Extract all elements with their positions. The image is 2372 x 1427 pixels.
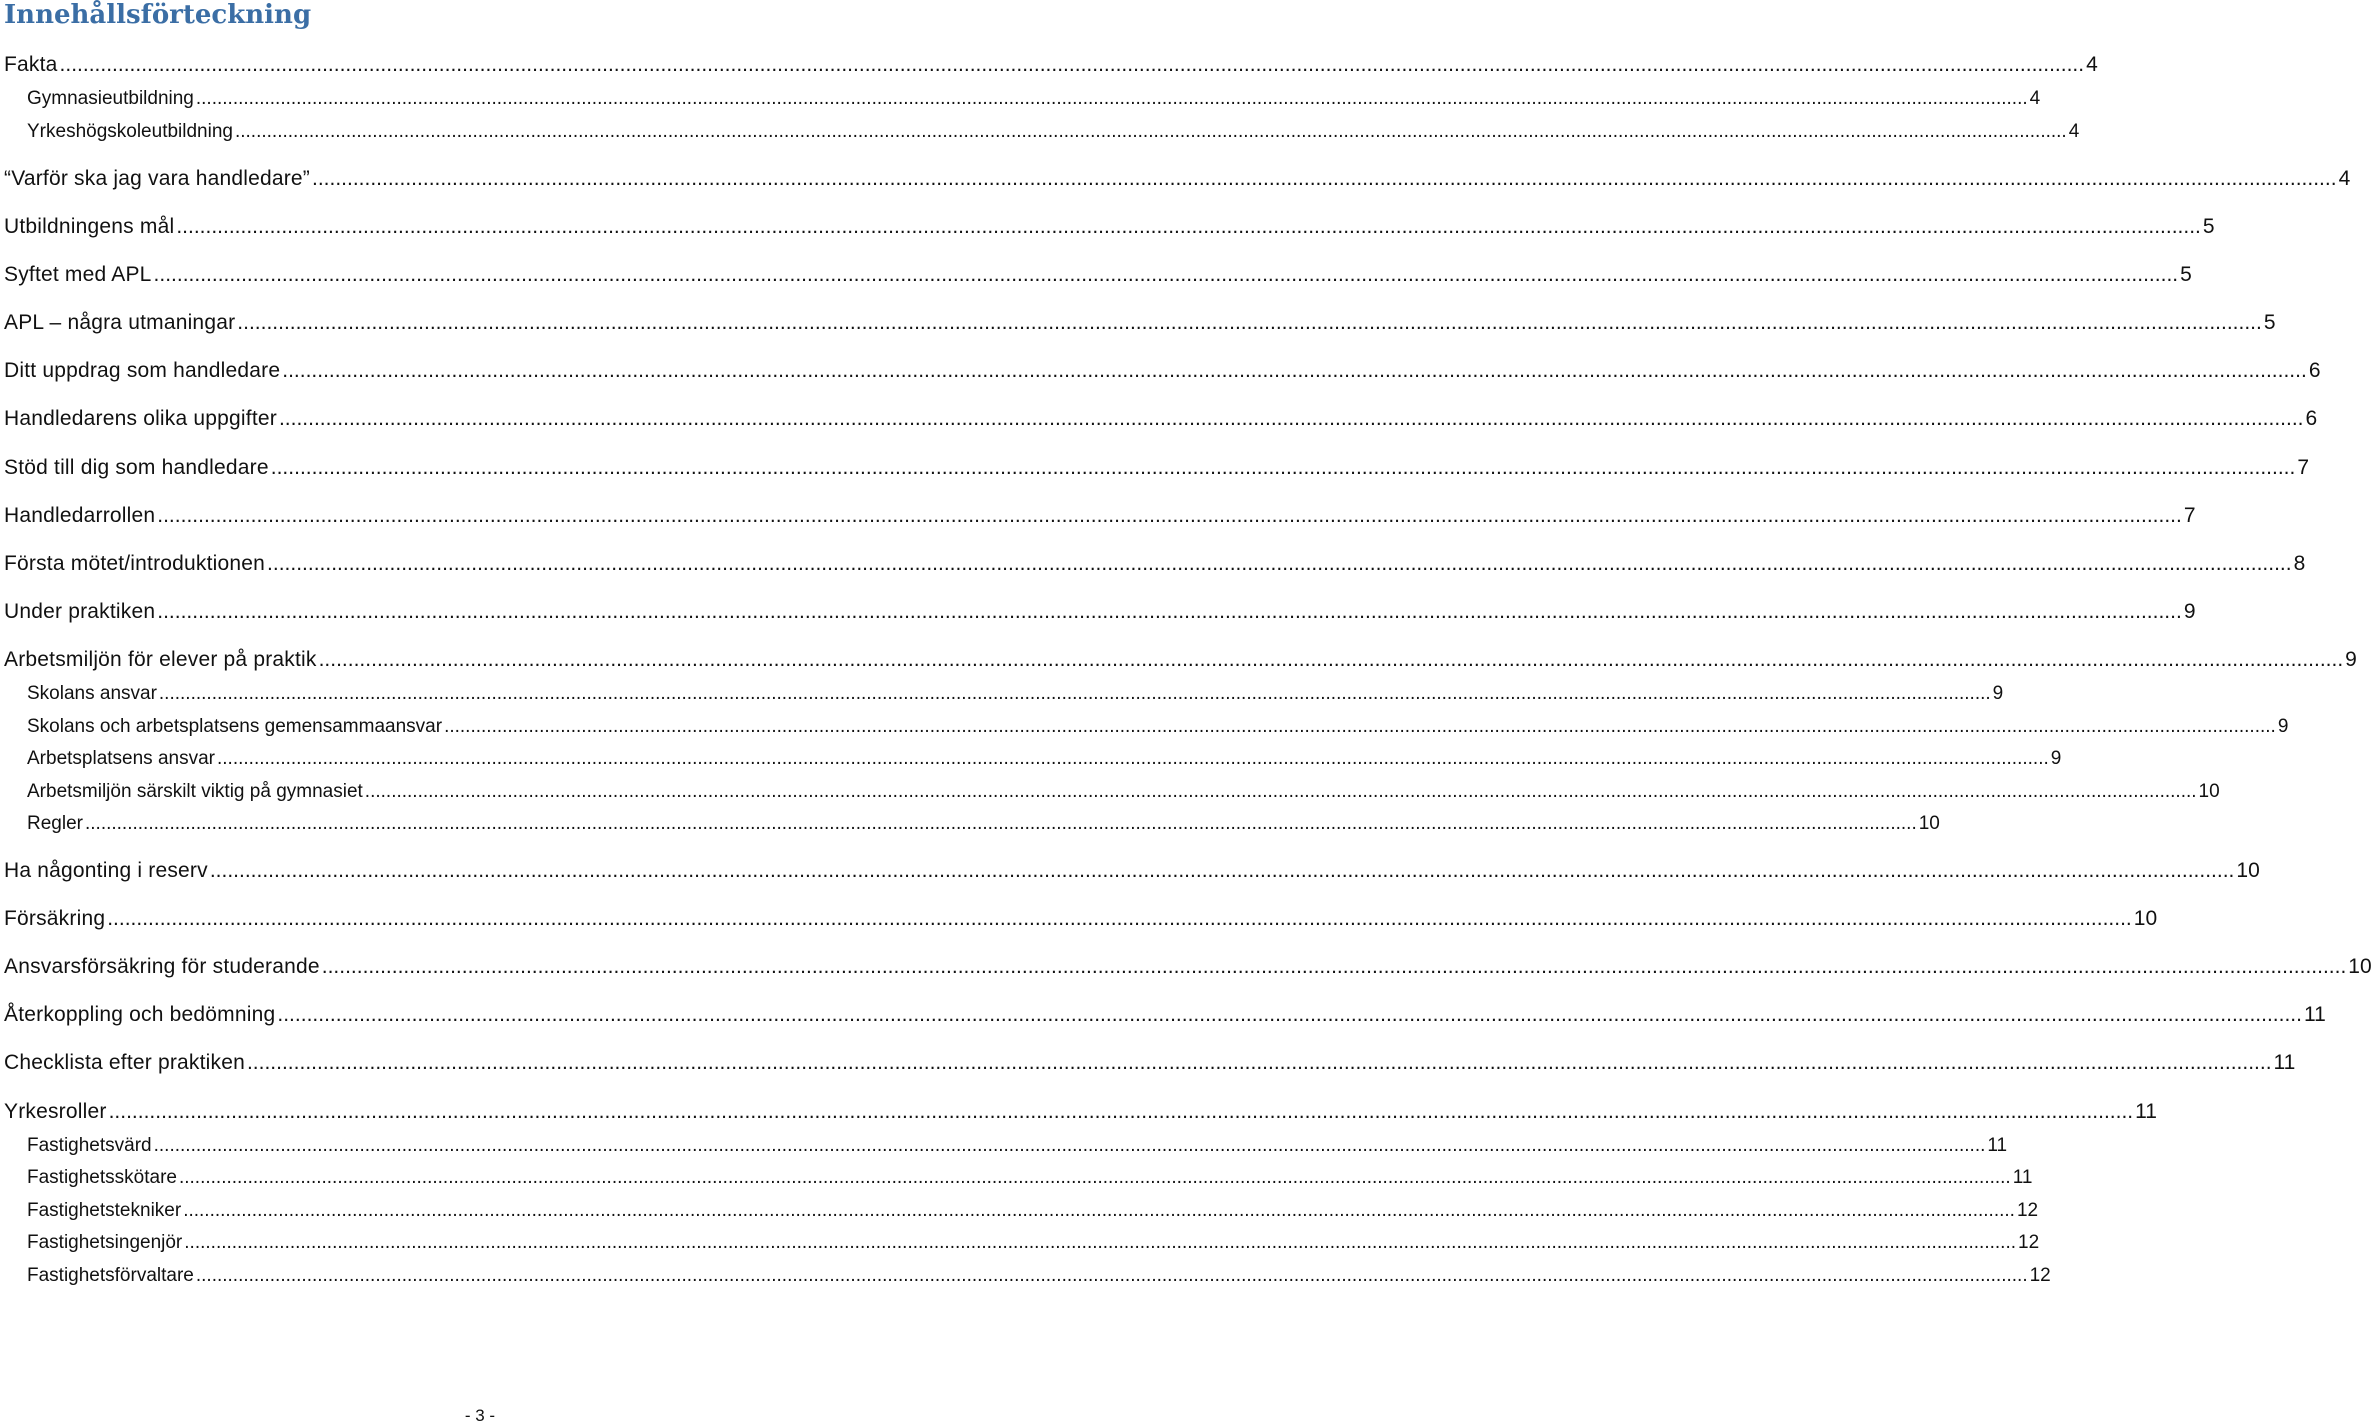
toc-entry[interactable] bbox=[0, 310, 2276, 336]
leader-dots bbox=[322, 954, 2347, 980]
toc-entry-label: Ha någonting i reserv bbox=[4, 859, 208, 882]
toc-entry-label: Fastighetsingenjör bbox=[27, 1232, 183, 1253]
leader-dots bbox=[85, 812, 1917, 836]
toc-entry-label: Regler bbox=[27, 813, 83, 834]
toc-entry-label: Yrkeshögskoleutbildning bbox=[27, 121, 233, 142]
toc-entry-label: “Varför ska jag vara handledare” bbox=[4, 167, 310, 190]
leader-dots bbox=[282, 358, 2307, 384]
toc-entry[interactable] bbox=[0, 503, 2196, 529]
toc-entry-label: Syftet med APL bbox=[4, 263, 152, 286]
leader-dots bbox=[60, 52, 2085, 78]
leader-dots bbox=[210, 858, 2235, 884]
toc-entry[interactable] bbox=[0, 1050, 2296, 1076]
toc-entry-page: 7 bbox=[2297, 456, 2310, 479]
toc-entry-page: 11 bbox=[2135, 1100, 2157, 1123]
toc-entry-page: 10 bbox=[2236, 859, 2260, 882]
leader-dots bbox=[176, 214, 2201, 240]
toc-entry-page: 9 bbox=[2277, 716, 2289, 737]
leader-dots bbox=[157, 599, 2182, 625]
toc-entry[interactable] bbox=[0, 682, 2004, 706]
toc-entry-label: Yrkesroller bbox=[4, 1100, 107, 1123]
leader-dots bbox=[184, 1231, 2016, 1255]
toc-entry-label: Fastighetsförvaltare bbox=[27, 1265, 194, 1286]
toc-entry-label: Försäkring bbox=[4, 907, 106, 930]
leader-dots bbox=[312, 166, 2337, 192]
toc-entry-page: 4 bbox=[2068, 121, 2080, 142]
leader-dots bbox=[217, 747, 2049, 771]
toc-entry-page: 11 bbox=[2012, 1167, 2033, 1188]
toc-entry[interactable] bbox=[0, 406, 2318, 432]
toc-entry[interactable] bbox=[0, 120, 2080, 144]
toc-entry[interactable] bbox=[0, 1264, 2051, 1288]
toc-entry-label: Utbildningens mål bbox=[4, 215, 175, 238]
leader-dots bbox=[196, 1264, 2028, 1288]
toc-entry-label: Ditt uppdrag som handledare bbox=[4, 359, 281, 382]
toc-entry-page: 6 bbox=[2308, 359, 2321, 382]
toc-entry-page: 9 bbox=[2345, 648, 2357, 671]
toc-entry[interactable] bbox=[0, 647, 2357, 673]
toc-entry-page: 5 bbox=[2263, 311, 2276, 334]
toc-entry-label: Under praktiken bbox=[4, 600, 156, 623]
toc-entry-page: 7 bbox=[2183, 504, 2196, 527]
leader-dots bbox=[157, 503, 2182, 529]
toc-entry-label: Fakta bbox=[4, 53, 58, 76]
page-number: - 3 - bbox=[464, 1406, 496, 1425]
toc-entry-page: 6 bbox=[2305, 407, 2318, 430]
toc-entry[interactable] bbox=[0, 358, 2321, 384]
toc-entry-page: 8 bbox=[2293, 552, 2306, 575]
toc-entry-label: Ansvarsförsäkring för studerande bbox=[4, 955, 320, 978]
toc-entry[interactable] bbox=[0, 954, 2372, 980]
leader-dots bbox=[277, 1002, 2302, 1028]
toc-entry-page: 9 bbox=[2050, 748, 2062, 769]
toc-entry[interactable] bbox=[0, 1099, 2157, 1125]
toc-entry-page: 10 bbox=[2198, 781, 2220, 802]
toc-entry[interactable] bbox=[0, 166, 2351, 192]
leader-dots bbox=[235, 120, 2067, 144]
toc-entry-label: Stöd till dig som handledare bbox=[4, 456, 269, 479]
toc-entry-label: Checklista efter praktiken bbox=[4, 1051, 245, 1074]
toc-entry[interactable] bbox=[0, 780, 2220, 804]
toc-entry[interactable] bbox=[0, 715, 2289, 739]
leader-dots bbox=[183, 1199, 2015, 1223]
toc-entry[interactable] bbox=[0, 1166, 2033, 1190]
leader-dots bbox=[107, 906, 2132, 932]
toc-entry-page: 12 bbox=[2018, 1232, 2040, 1253]
toc-entry-label: Gymnasieutbildning bbox=[27, 88, 194, 109]
leader-dots bbox=[279, 406, 2304, 432]
leader-dots bbox=[196, 87, 2028, 111]
toc-entry[interactable] bbox=[0, 599, 2196, 625]
toc-entry-page: 5 bbox=[2202, 215, 2215, 238]
leader-dots bbox=[109, 1099, 2134, 1125]
toc-entry[interactable] bbox=[0, 262, 2192, 288]
toc-entry-page: 5 bbox=[2180, 263, 2192, 286]
toc-entry-page: 9 bbox=[1992, 683, 2004, 704]
toc-entry[interactable] bbox=[0, 747, 2062, 771]
toc-entry[interactable] bbox=[0, 812, 1940, 836]
toc-entry[interactable] bbox=[0, 1231, 2040, 1255]
toc-entry-label: Handledarrollen bbox=[4, 504, 156, 527]
toc-entry[interactable] bbox=[0, 52, 2098, 78]
leader-dots bbox=[319, 647, 2344, 673]
toc-entry[interactable] bbox=[0, 906, 2158, 932]
toc-entry-page: 11 bbox=[2303, 1003, 2326, 1026]
toc-entry[interactable] bbox=[0, 858, 2260, 884]
toc-entry[interactable] bbox=[0, 214, 2215, 240]
toc-entry-page: 4 bbox=[2029, 88, 2041, 109]
toc-entry-page: 12 bbox=[2029, 1265, 2051, 1286]
toc-entry-label: Fastighetsskötare bbox=[27, 1167, 177, 1188]
leader-dots bbox=[154, 1134, 1986, 1158]
toc-entry-page: 9 bbox=[2183, 600, 2196, 623]
leader-dots bbox=[444, 715, 2276, 739]
leader-dots bbox=[365, 780, 2197, 804]
toc-entry-label: Skolans ansvar bbox=[27, 683, 157, 704]
toc-entry-page: 12 bbox=[2016, 1200, 2039, 1221]
toc-entry-page: 11 bbox=[2273, 1051, 2296, 1074]
toc-entry-page: 4 bbox=[2338, 167, 2351, 190]
toc-entry-page: 10 bbox=[1918, 813, 1940, 834]
leader-dots bbox=[159, 682, 1991, 706]
toc-entry-page: 4 bbox=[2086, 53, 2098, 76]
toc-entry-label: Arbetsmiljön särskilt viktig på gymnasiet bbox=[27, 781, 363, 802]
toc-entry[interactable] bbox=[0, 87, 2041, 111]
toc-entry-label: Arbetsplatsens ansvar bbox=[27, 748, 215, 769]
toc-title: Innehållsförteckning bbox=[4, 0, 312, 30]
leader-dots bbox=[271, 455, 2296, 481]
toc-entry-label: Arbetsmiljön för elever på praktik bbox=[4, 648, 317, 671]
toc-entry-page: 10 bbox=[2133, 907, 2158, 930]
toc-entry[interactable] bbox=[0, 551, 2306, 577]
leader-dots bbox=[247, 1050, 2272, 1076]
toc-entry-page: 10 bbox=[2348, 955, 2372, 978]
toc-entry-label: Fastighetstekniker bbox=[27, 1200, 182, 1221]
toc-entry-label: Första mötet/introduktionen bbox=[4, 552, 266, 575]
toc-entry-label: Fastighetsvärd bbox=[27, 1135, 152, 1156]
toc-entry-page: 11 bbox=[1987, 1135, 2008, 1156]
toc-entry-label: Återkoppling och bedömning bbox=[4, 1003, 276, 1026]
toc-entry[interactable] bbox=[0, 1134, 2008, 1158]
toc-entry-label: Handledarens olika uppgifter bbox=[4, 407, 277, 430]
toc-entry-label: Skolans och arbetsplatsens gemensammaansvar bbox=[27, 716, 443, 737]
toc-entry-label: APL – några utmaningar bbox=[4, 311, 236, 334]
leader-dots bbox=[267, 551, 2292, 577]
leader-dots bbox=[179, 1166, 2011, 1190]
toc-entry[interactable] bbox=[0, 455, 2310, 481]
toc-entry[interactable] bbox=[0, 1199, 2039, 1223]
toc-entry[interactable] bbox=[0, 1002, 2326, 1028]
leader-dots bbox=[237, 310, 2262, 336]
leader-dots bbox=[154, 262, 2179, 288]
